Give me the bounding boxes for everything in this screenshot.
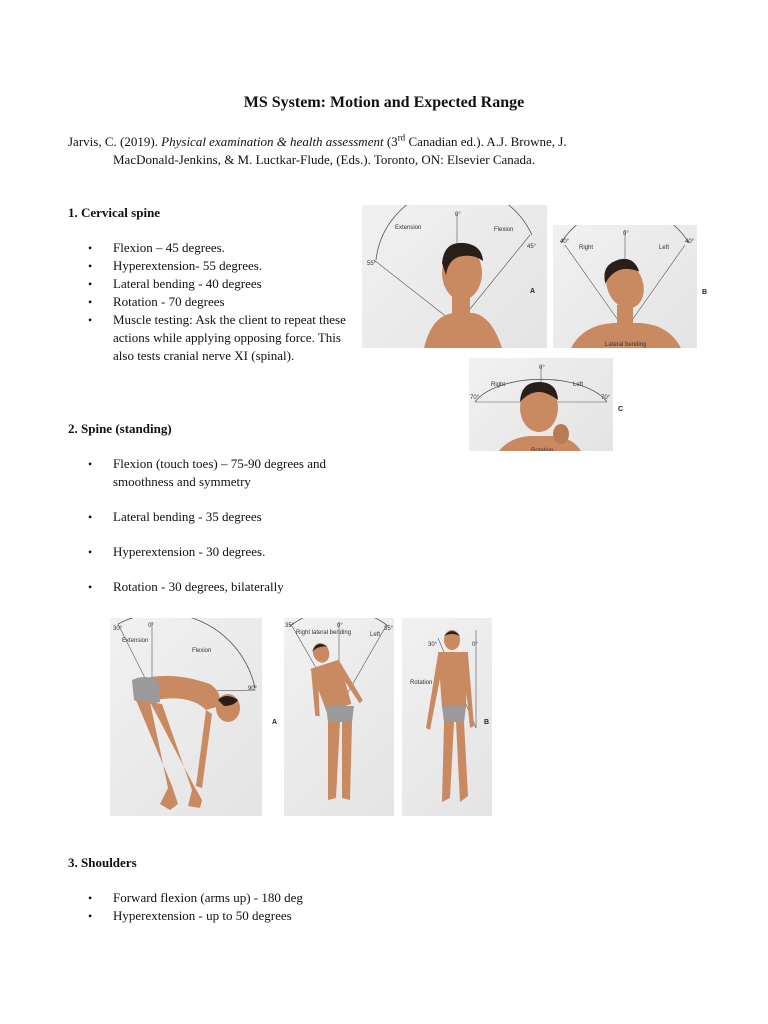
figure-letter: A (272, 719, 278, 726)
figure-letter: A (530, 288, 536, 295)
figure-caption: Lateral bending (605, 342, 647, 348)
figure-label-left: Left (573, 382, 584, 388)
list-item: • Hyperextension - up to 50 degrees (68, 907, 428, 925)
neck-lateral-bending-illustration (553, 225, 697, 348)
spine-lateral-bending-figure (284, 618, 394, 816)
figure-label-right-angle: 35° (384, 626, 394, 632)
figure-label-right: Right (491, 382, 506, 388)
list-item: • Rotation - 30 degrees, bilaterally (68, 578, 358, 596)
citation (68, 133, 668, 169)
neck-flexion-extension-figure (362, 205, 547, 348)
spine-standing-list (68, 455, 358, 613)
neck-rotation-figure (469, 358, 613, 451)
figure-label-flexion: Flexion (494, 227, 514, 233)
figure-label-top-angle: 30° (428, 642, 438, 648)
list-item: • Hyperextension- 55 degrees. (68, 257, 358, 275)
figure-label-extension: Extension (395, 225, 422, 231)
citation-book-title: Physical examination & health assessment (161, 134, 384, 149)
figure-letter: B (702, 289, 708, 296)
figure-caption: Rotation (531, 448, 554, 451)
citation-author: Jarvis, C. (2019). (68, 134, 162, 149)
figure-caption: Right lateral bending (296, 630, 352, 636)
figure-label-extension: Extension (122, 638, 149, 644)
figure-label-zero: 0° (472, 642, 478, 648)
list-item: • Hyperextension - 30 degrees. (68, 543, 358, 561)
figure-label-right-angle: 40° (685, 239, 695, 245)
figure-label-zero: 0° (455, 212, 461, 218)
spine-flexion-figure (110, 618, 262, 816)
list-item: • Flexion (touch toes) – 75-90 degrees and smoothness and symmetry (68, 455, 358, 491)
figure-letter: C (618, 406, 624, 413)
figure-label-top-angle: 30° (113, 626, 123, 632)
neck-lateral-bending-figure (553, 225, 697, 348)
citation-edition-post: Canadian ed.). A.J. Browne, J. (405, 134, 567, 149)
figure-label-top-angle: 35° (285, 623, 295, 629)
figure-label-left-angle: 40° (560, 239, 570, 245)
figure-label-right: Right (579, 245, 594, 251)
neck-flexion-extension-illustration (362, 205, 547, 348)
figure-label-left: Left (659, 245, 670, 251)
figure-label-zero: 0° (623, 231, 629, 237)
figure-label-left-angle: 55° (367, 261, 377, 267)
spine-lateral-bending-illustration (284, 618, 394, 816)
figure-label-zero: 0° (148, 623, 154, 629)
page-title: MS System: Motion and Expected Range (243, 94, 525, 111)
figure-label-side-angle: 90° (248, 686, 258, 692)
figure-label-left: Left (370, 632, 381, 638)
shoulders-list (68, 889, 428, 925)
list-item: • Flexion – 45 degrees. (68, 239, 358, 257)
figure-label-zero: 0° (337, 623, 343, 629)
cervical-spine-list (68, 239, 358, 365)
section-heading-cervical-spine: 1. Cervical spine (68, 205, 161, 220)
figure-caption: Rotation (410, 680, 433, 686)
list-item: • Forward flexion (arms up) - 180 deg (68, 889, 428, 907)
figure-label-right-angle: 70° (601, 395, 611, 401)
spine-rotation-figure (402, 618, 492, 816)
figure-letter: B (484, 719, 490, 726)
list-item: • Lateral bending - 35 degrees (68, 508, 358, 526)
list-item: • Lateral bending - 40 degrees (68, 275, 358, 293)
list-item: • Muscle testing: Ask the client to repeat these actions while applying opposing force. This also tests cranial nerve XI (spinal). (68, 311, 358, 365)
spine-rotation-illustration (402, 618, 492, 816)
citation-edition-pre: (3 (383, 134, 398, 149)
section-heading-spine-standing: 2. Spine (standing) (68, 421, 172, 436)
list-item: • Rotation - 70 degrees (68, 293, 358, 311)
citation-edition-sup: rd (397, 132, 406, 143)
citation-line2: MacDonald-Jenkins, & M. Luctkar-Flude, (Eds.). Toronto, ON: Elsevier Canada. (113, 152, 536, 167)
figure-label-right-angle: 45° (527, 244, 537, 250)
figure-label-flexion: Flexion (192, 648, 212, 654)
section-heading-shoulders: 3. Shoulders (68, 855, 137, 870)
figure-label-left-angle: 70° (470, 395, 480, 401)
figure-label-zero: 0° (539, 365, 545, 371)
